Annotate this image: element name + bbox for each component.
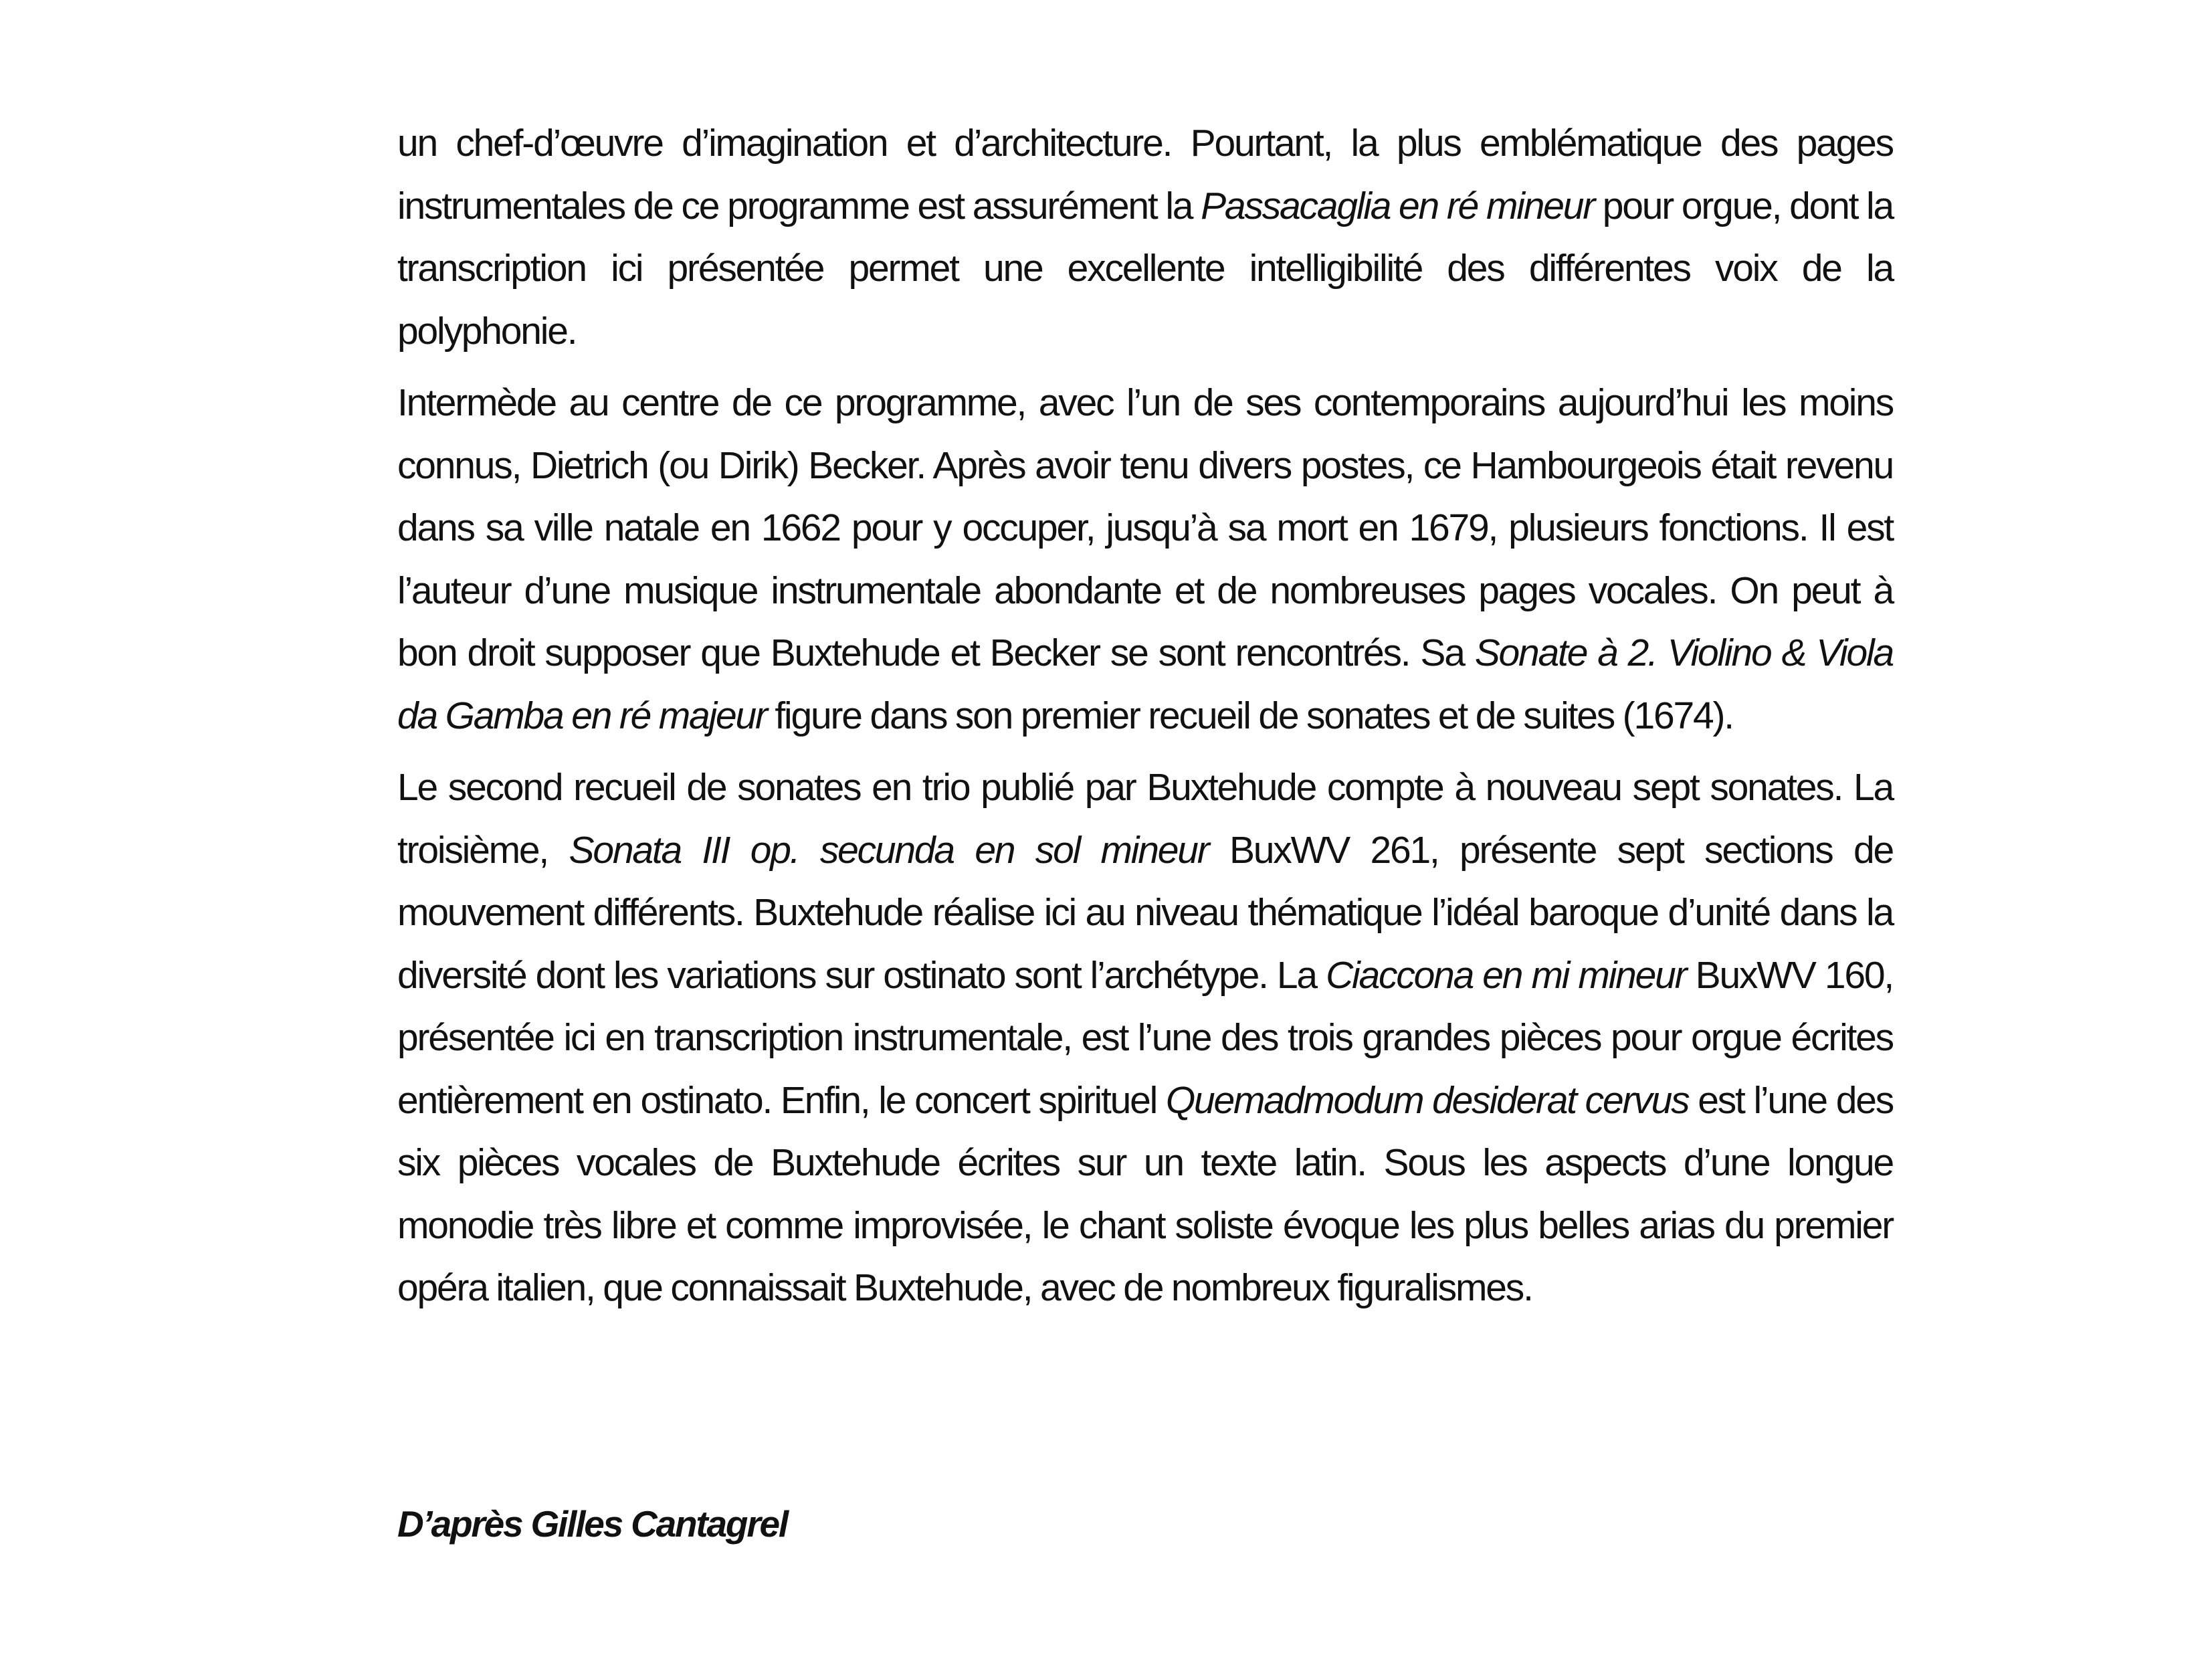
body-text	[397, 112, 1893, 1320]
paragraph-3-segment-7: est l’une des six pièces vocales de Buxtehude écrites sur un texte latin. Sous les aspects d’une longue monodie très libre et comme improvisée, le chant soliste évoque les plus belles arias du premier opéra italien, que connaissait Buxtehude, avec de nombreux figuralismes.	[397, 1078, 1893, 1309]
paragraph-2	[397, 372, 1893, 747]
work-title-sonata-iii: Sonata III op. secunda en sol mineur	[569, 828, 1209, 872]
paragraph-1	[397, 112, 1893, 363]
paragraph-3-segment-5: BuxWV 160, présentée ici en transcription instrumentale, est l’une des trois grandes pièces pour orgue écrites entièrement en ostinato. Enfin, le concert spirituel	[397, 953, 1893, 1122]
paragraph-3-segment-3: BuxWV 261, présente sept sections de mouvement différents. Buxtehude réalise ici au niveau thématique l’idéal baroque d’unité dans la diversité dont les variations sur ostinato sont l’archétype. La	[397, 828, 1893, 997]
paragraph-3-segment-1: Le second recueil de sonates en trio publié par Buxtehude compte à nouveau sept sonates. La troisième,	[397, 766, 1893, 872]
work-title-becker-sonate: Sonate à 2. Violino & Viola da Gamba en ré majeur	[397, 631, 1893, 737]
author-signature: D’après Gilles Cantagrel	[397, 1503, 788, 1545]
paragraph-3	[397, 757, 1893, 1320]
work-title-quemadmodum: Quemadmodum desiderat cervus	[1165, 1078, 1689, 1122]
paragraph-1-segment-1: un chef-d’œuvre d’imagination et d’architecture. Pourtant, la plus emblématique des pages instrumentales de ce programme est assurément la	[397, 122, 1893, 227]
work-title-ciaccona: Ciaccona en mi mineur	[1326, 953, 1686, 997]
paragraph-2-segment-3: figure dans son premier recueil de sonates et de suites (1674).	[766, 694, 1733, 737]
paragraph-1-segment-3: pour orgue, dont la transcription ici présentée permet une excellente intelligibilité des différentes voix de la polyphonie.	[397, 184, 1893, 353]
work-title-passacaglia: Passacaglia en ré mineur	[1201, 184, 1594, 227]
paragraph-2-segment-1: Intermède au centre de ce programme, avec l’un de ses contemporains aujourd’hui les moins connus, Dietrich (ou Dirik) Becker. Après avoir tenu divers postes, ce Hambourgeois était revenu dans sa ville natale en 1662 pour y occuper, jusqu’à sa mort en 1679, plusieurs fonctions. Il est l’auteur d’une musique instrumentale abondante et de nombreuses pages vocales. On peut à bon droit supposer que Buxtehude et Becker se sont rencontrés. Sa	[397, 381, 1893, 674]
